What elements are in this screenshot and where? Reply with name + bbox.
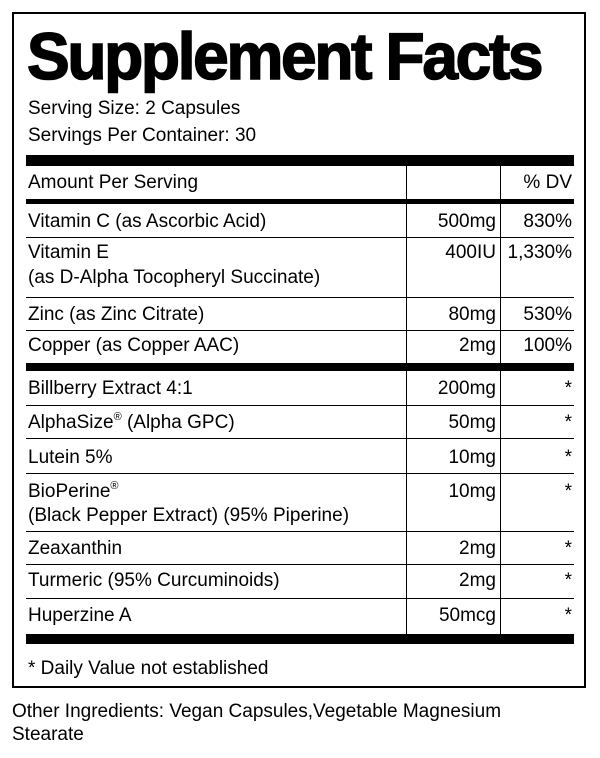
row-divider (26, 297, 574, 298)
ingredient-name-line (28, 412, 235, 434)
ingredient-name-line (28, 481, 119, 503)
ingredient-name: Lutein 5% (28, 447, 113, 468)
nutrient-name: Vitamin C (as Ascorbic Acid) (28, 211, 267, 232)
nutrient-dv: 100% (523, 335, 572, 356)
nutrient-amount: 400IU (445, 242, 496, 263)
ingredient-amount: 10mg (448, 447, 496, 468)
ingredient-dv: * (564, 378, 572, 399)
panel-title: Supplement Facts (27, 19, 542, 93)
ingredient-dv: * (564, 447, 572, 468)
servings-per-container: Servings Per Container: 30 (28, 125, 257, 146)
ingredient-name: Billberry Extract 4:1 (28, 378, 193, 399)
nutrient-amount: 2mg (459, 335, 496, 356)
ingredient-dv: * (564, 538, 572, 559)
ingredient-name: Turmeric (95% Curcuminoids) (28, 570, 280, 591)
ingredient-dv: * (564, 570, 572, 591)
nutrient-name: Zinc (as Zinc Citrate) (28, 304, 205, 325)
row-divider (26, 564, 574, 565)
nutrient-amount: 80mg (448, 304, 496, 325)
ingredient-dv: * (564, 605, 572, 626)
nutrient-name-detail: (as D-Alpha Tocopheryl Succinate) (28, 267, 321, 288)
row-divider (26, 438, 574, 439)
thick-divider (26, 155, 574, 166)
registered-mark: ® (113, 410, 122, 423)
nutrient-amount: 500mg (437, 211, 496, 232)
medium-divider (26, 199, 574, 204)
other-ingredients: Other Ingredients: Vegan Capsules,Vegetable Magnesium Stearate (12, 701, 502, 745)
column-divider (500, 155, 501, 644)
ingredient-amount: 2mg (459, 538, 496, 559)
dv-header-label: % DV (523, 172, 572, 193)
nutrient-dv: 1,330% (507, 242, 572, 263)
ingredient-name: BioPerine (28, 481, 111, 502)
ingredient-name-detail: (Black Pepper Extract) (95% Piperine) (28, 505, 350, 526)
serving-size: Serving Size: 2 Capsules (28, 98, 241, 119)
ingredient-name: Huperzine A (28, 605, 132, 626)
nutrient-dv: 830% (523, 211, 572, 232)
ingredient-amount: 2mg (459, 570, 496, 591)
row-divider (26, 531, 574, 532)
ingredient-amount: 10mg (448, 481, 496, 502)
nutrient-name: Vitamin E (28, 242, 109, 263)
ingredient-amount: 50mg (448, 412, 496, 433)
ingredient-amount: 50mcg (438, 605, 496, 626)
nutrient-name: Copper (as Copper AAC) (28, 335, 240, 356)
ingredient-name: AlphaSize (28, 412, 114, 433)
row-divider (26, 237, 574, 238)
amount-per-serving-label: Amount Per Serving (28, 172, 199, 193)
ingredient-dv: * (564, 412, 572, 433)
row-divider (26, 330, 574, 331)
supplement-facts-panel (12, 12, 586, 688)
registered-mark: ® (110, 479, 119, 492)
row-divider (26, 405, 574, 406)
column-divider (406, 155, 407, 644)
row-divider (26, 598, 574, 599)
ingredient-name-suffix: (Alpha GPC) (121, 412, 235, 433)
nutrient-dv: 530% (523, 304, 572, 325)
row-divider (26, 473, 574, 474)
ingredient-amount: 200mg (437, 378, 496, 399)
ingredient-name: Zeaxanthin (28, 538, 123, 559)
thick-divider (26, 363, 574, 371)
ingredient-dv: * (564, 481, 572, 502)
thick-divider (26, 634, 574, 644)
footnote: * Daily Value not established (28, 658, 269, 679)
